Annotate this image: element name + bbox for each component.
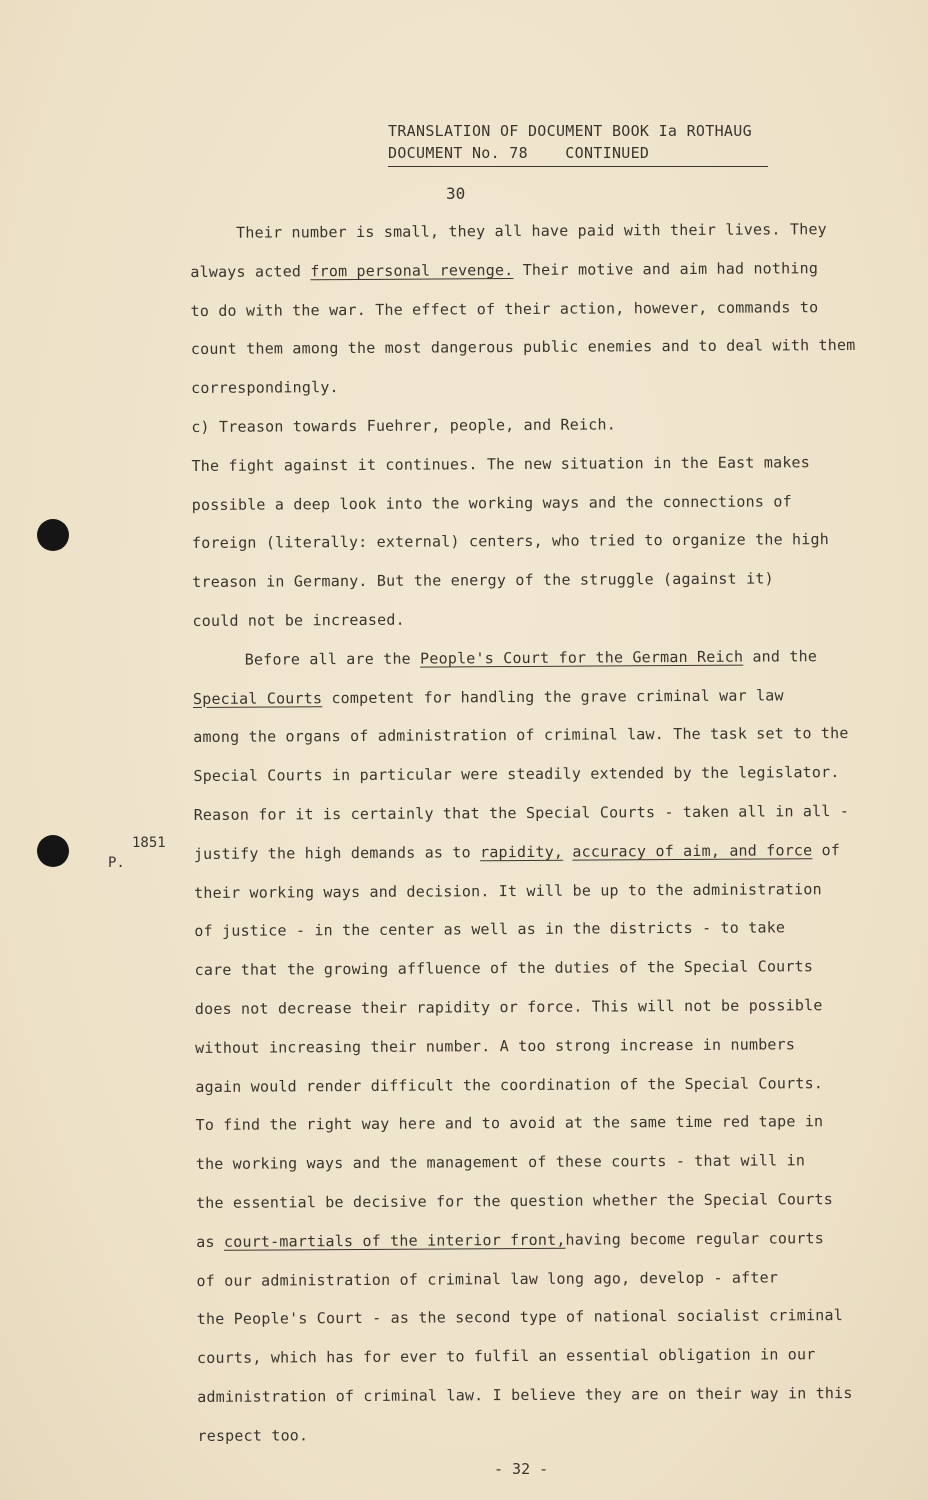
text-line: could not be increased. <box>192 610 405 630</box>
punch-hole-upper <box>37 519 69 551</box>
text-line <box>196 1218 886 1261</box>
text-span: as <box>196 1232 225 1251</box>
text-line: foreign (literally: external) centers, who tried to organize the high <box>191 530 829 553</box>
text-span: having become regular courts <box>565 1228 825 1249</box>
text-line <box>193 675 883 718</box>
header-title: TRANSLATION OF DOCUMENT BOOK Ia ROTHAUG <box>388 122 752 140</box>
underlined-text: rapidity, <box>480 842 564 861</box>
margin-note-number: 1851 <box>132 835 166 851</box>
text-line: treason in Germany. But the energy of the struggle (against it) <box>192 569 774 592</box>
margin-note-letter: P. <box>108 855 125 871</box>
text-line <box>190 249 880 292</box>
text-span: competent for handling the grave criminal war law <box>322 685 784 707</box>
text-line: of justice - in the center as well as in the districts - to take <box>194 918 786 941</box>
text-span: Before all are the <box>244 649 421 669</box>
text-span: Their motive and aim had nothing <box>513 258 819 279</box>
document-header <box>388 120 768 167</box>
margin-note <box>108 833 166 873</box>
text-line: administration of criminal law. I believe they are on their way in this <box>197 1383 853 1406</box>
punch-hole-lower <box>37 835 69 867</box>
text-line: possible a deep look into the working ways and the connections of <box>191 491 792 514</box>
text-line: the working ways and the management of these courts - that will in <box>195 1151 806 1174</box>
header-document-number: DOCUMENT No. 78 CONTINUED <box>388 142 768 167</box>
text-line: their working ways and decision. It will be up to the administration <box>194 879 822 902</box>
text-line: care that the growing affluence of the duties of the Special Courts <box>194 957 814 980</box>
text-line: does not decrease their rapidity or force. This will not be possible <box>194 996 823 1018</box>
text-line: the essential be decisive for the question whether the Special Courts <box>195 1190 834 1212</box>
text-span: justify the high demands as to <box>193 842 481 863</box>
text-line: To find the right way here and to avoid at the same time red tape in <box>195 1112 824 1135</box>
text-span: and the <box>743 646 818 666</box>
text-line: count them among the most dangerous public enemies and to deal with them <box>190 336 856 359</box>
underlined-text: People's Court for the German Reich <box>420 647 744 668</box>
text-line: Their number is small, they all have paid with their lives. They <box>236 220 827 242</box>
document-body <box>190 210 888 1456</box>
text-line: of our administration of criminal law long ago, develop - after <box>196 1267 779 1290</box>
text-span: of <box>812 840 841 859</box>
text-line: among the organs of administration of criminal law. The task set to the <box>193 724 849 747</box>
text-line: The fight against it continues. The new situation in the East makes <box>191 452 811 475</box>
footer-page-number: - 32 - <box>494 1460 549 1478</box>
underlined-text: Special Courts <box>192 688 323 708</box>
text-line: courts, which has for ever to fulfil an essential obligation in our <box>196 1345 816 1368</box>
underlined-text: from personal revenge. <box>310 260 514 281</box>
text-line: Special Courts in particular were steadily extended by the legislator. <box>193 763 840 786</box>
text-line <box>194 831 884 874</box>
text-line <box>193 637 883 680</box>
section-heading: c) Treason towards Fuehrer, people, and Reich. <box>191 415 616 436</box>
text-span: always acted <box>190 262 311 281</box>
text-line: to do with the war. The effect of their action, however, commands to <box>190 297 819 320</box>
text-line: correspondingly. <box>191 378 339 398</box>
underlined-text: accuracy of aim, and force <box>572 840 813 861</box>
underlined-text: court-martials of the interior front, <box>223 1230 566 1251</box>
text-line: again would render difficult the coordination of the Special Courts. <box>195 1073 824 1096</box>
text-line: Reason for it is certainly that the Special Courts - taken all in all - <box>193 801 850 824</box>
text-line: the People's Court - as the second type of national socialist criminal <box>196 1306 843 1329</box>
text-line: without increasing their number. A too strong increase in numbers <box>195 1035 796 1057</box>
text-line: respect too. <box>197 1426 309 1445</box>
top-page-number: 30 <box>446 184 466 203</box>
